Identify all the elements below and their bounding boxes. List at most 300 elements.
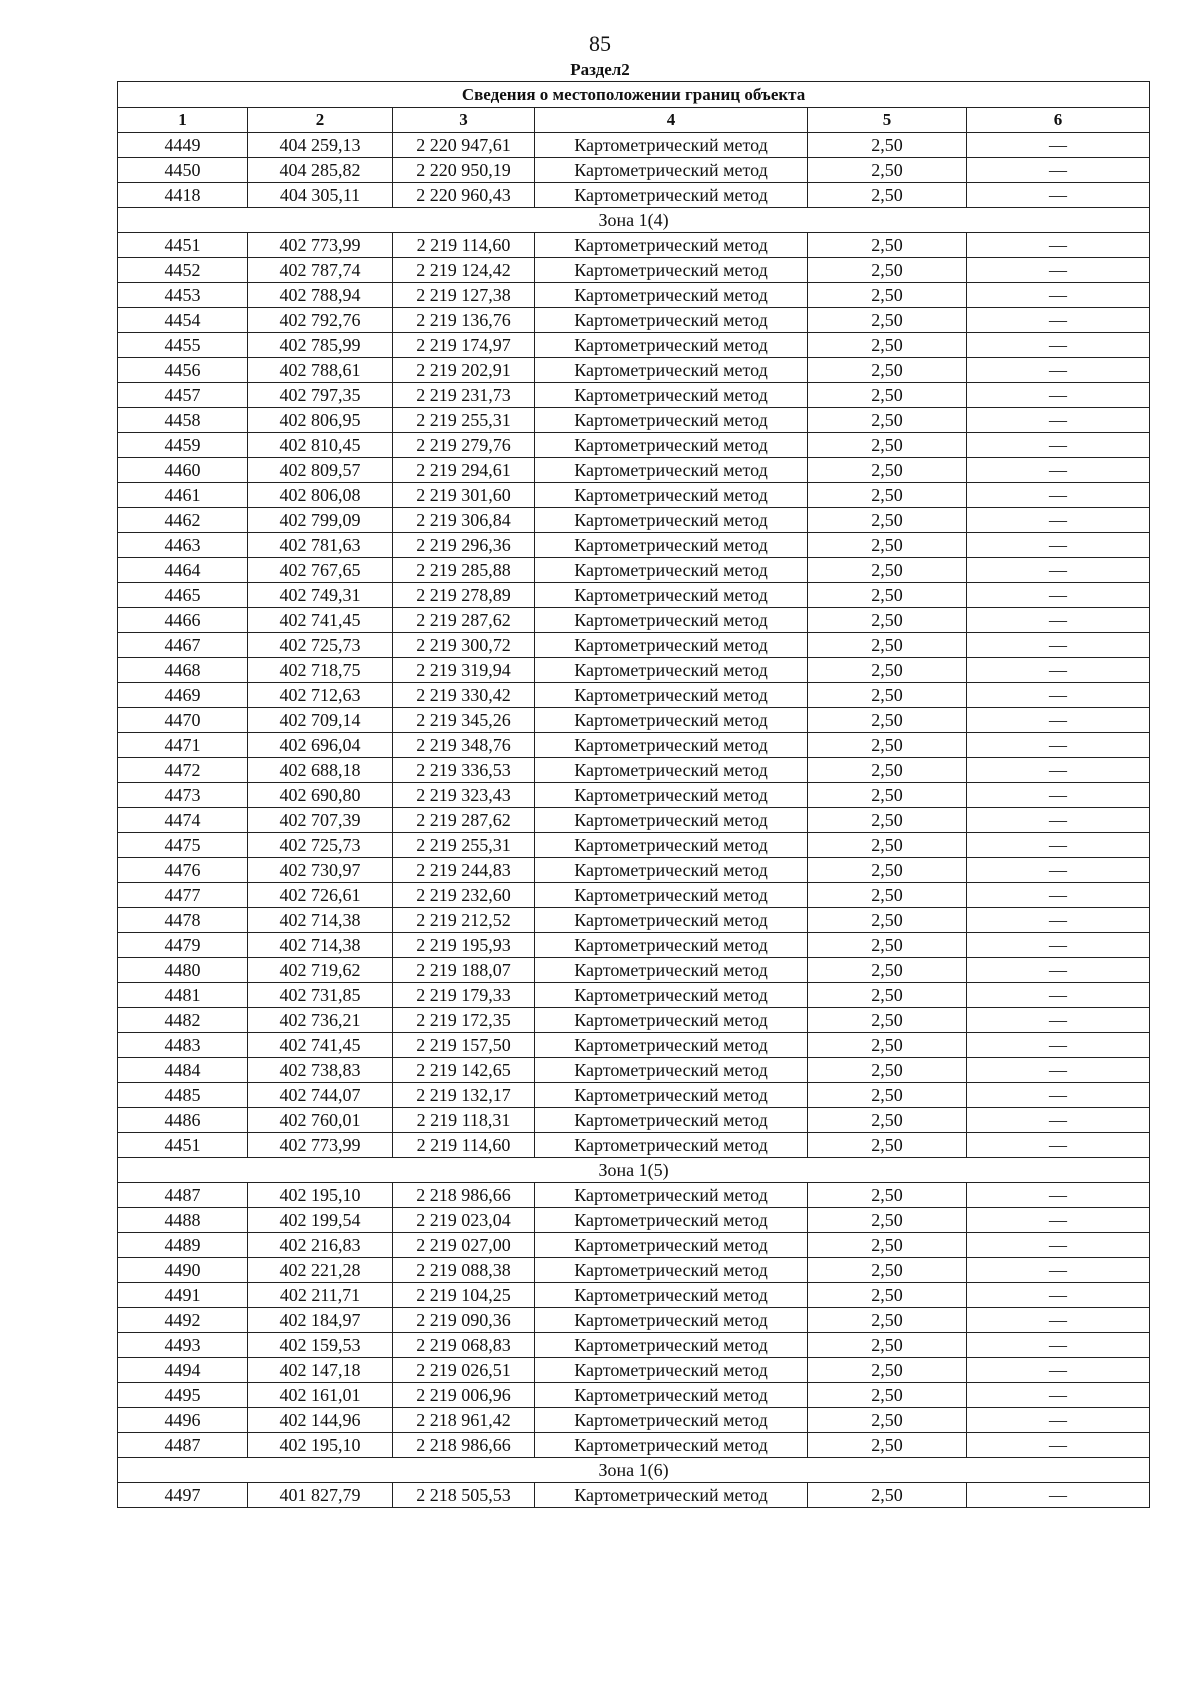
method-cell: Картометрический метод bbox=[535, 1008, 808, 1033]
table-row bbox=[118, 433, 1150, 458]
table-row bbox=[118, 858, 1150, 883]
method-cell: Картометрический метод bbox=[535, 608, 808, 633]
y-coordinate-cell: 2 219 323,43 bbox=[393, 783, 535, 808]
table-row bbox=[118, 633, 1150, 658]
accuracy-cell: 2,50 bbox=[808, 833, 967, 858]
x-coordinate-cell: 402 147,18 bbox=[248, 1358, 393, 1383]
method-cell: Картометрический метод bbox=[535, 1233, 808, 1258]
point-number-cell: 4450 bbox=[118, 158, 248, 183]
method-cell: Картометрический метод bbox=[535, 233, 808, 258]
x-coordinate-cell: 402 216,83 bbox=[248, 1233, 393, 1258]
table-row bbox=[118, 958, 1150, 983]
description-cell: — bbox=[967, 983, 1150, 1008]
accuracy-cell: 2,50 bbox=[808, 983, 967, 1008]
accuracy-cell: 2,50 bbox=[808, 1333, 967, 1358]
table-row bbox=[118, 508, 1150, 533]
table-caption: Сведения о местоположении границ объекта bbox=[118, 82, 1150, 108]
table-row bbox=[118, 408, 1150, 433]
table-row bbox=[118, 233, 1150, 258]
method-cell: Картометрический метод bbox=[535, 158, 808, 183]
y-coordinate-cell: 2 219 088,38 bbox=[393, 1258, 535, 1283]
point-number-cell: 4497 bbox=[118, 1483, 248, 1508]
point-number-cell: 4418 bbox=[118, 183, 248, 208]
x-coordinate-cell: 402 809,57 bbox=[248, 458, 393, 483]
point-number-cell: 4484 bbox=[118, 1058, 248, 1083]
zone-row bbox=[118, 208, 1150, 233]
method-cell: Картометрический метод bbox=[535, 1183, 808, 1208]
point-number-cell: 4482 bbox=[118, 1008, 248, 1033]
method-cell: Картометрический метод bbox=[535, 1483, 808, 1508]
x-coordinate-cell: 402 738,83 bbox=[248, 1058, 393, 1083]
description-cell: — bbox=[967, 308, 1150, 333]
point-number-cell: 4460 bbox=[118, 458, 248, 483]
point-number-cell: 4464 bbox=[118, 558, 248, 583]
table-row bbox=[118, 733, 1150, 758]
accuracy-cell: 2,50 bbox=[808, 358, 967, 383]
y-coordinate-cell: 2 219 278,89 bbox=[393, 583, 535, 608]
x-coordinate-cell: 404 285,82 bbox=[248, 158, 393, 183]
accuracy-cell: 2,50 bbox=[808, 683, 967, 708]
x-coordinate-cell: 402 714,38 bbox=[248, 908, 393, 933]
point-number-cell: 4479 bbox=[118, 933, 248, 958]
accuracy-cell: 2,50 bbox=[808, 633, 967, 658]
x-coordinate-cell: 402 719,62 bbox=[248, 958, 393, 983]
description-cell: — bbox=[967, 1333, 1150, 1358]
method-cell: Картометрический метод bbox=[535, 458, 808, 483]
y-coordinate-cell: 2 219 157,50 bbox=[393, 1033, 535, 1058]
x-coordinate-cell: 402 159,53 bbox=[248, 1333, 393, 1358]
description-cell: — bbox=[967, 708, 1150, 733]
accuracy-cell: 2,50 bbox=[808, 233, 967, 258]
point-number-cell: 4492 bbox=[118, 1308, 248, 1333]
method-cell: Картометрический метод bbox=[535, 433, 808, 458]
table-row bbox=[118, 258, 1150, 283]
method-cell: Картометрический метод bbox=[535, 408, 808, 433]
accuracy-cell: 2,50 bbox=[808, 383, 967, 408]
table-row bbox=[118, 1008, 1150, 1033]
method-cell: Картометрический метод bbox=[535, 1133, 808, 1158]
point-number-cell: 4494 bbox=[118, 1358, 248, 1383]
table-caption-row bbox=[118, 82, 1150, 108]
table-row bbox=[118, 1083, 1150, 1108]
description-cell: — bbox=[967, 1033, 1150, 1058]
x-coordinate-cell: 404 259,13 bbox=[248, 133, 393, 158]
accuracy-cell: 2,50 bbox=[808, 433, 967, 458]
method-cell: Картометрический метод bbox=[535, 1433, 808, 1458]
description-cell: — bbox=[967, 483, 1150, 508]
y-coordinate-cell: 2 219 124,42 bbox=[393, 258, 535, 283]
description-cell: — bbox=[967, 383, 1150, 408]
point-number-cell: 4471 bbox=[118, 733, 248, 758]
x-coordinate-cell: 402 806,95 bbox=[248, 408, 393, 433]
y-coordinate-cell: 2 219 212,52 bbox=[393, 908, 535, 933]
method-cell: Картометрический метод bbox=[535, 633, 808, 658]
y-coordinate-cell: 2 218 961,42 bbox=[393, 1408, 535, 1433]
x-coordinate-cell: 402 221,28 bbox=[248, 1258, 393, 1283]
method-cell: Картометрический метод bbox=[535, 383, 808, 408]
column-header-2: 2 bbox=[248, 108, 393, 133]
table-row bbox=[118, 1333, 1150, 1358]
description-cell: — bbox=[967, 1058, 1150, 1083]
x-coordinate-cell: 402 785,99 bbox=[248, 333, 393, 358]
y-coordinate-cell: 2 219 118,31 bbox=[393, 1108, 535, 1133]
accuracy-cell: 2,50 bbox=[808, 1408, 967, 1433]
description-cell: — bbox=[967, 458, 1150, 483]
table-row bbox=[118, 1258, 1150, 1283]
description-cell: — bbox=[967, 1183, 1150, 1208]
description-cell: — bbox=[967, 1433, 1150, 1458]
accuracy-cell: 2,50 bbox=[808, 1308, 967, 1333]
accuracy-cell: 2,50 bbox=[808, 133, 967, 158]
accuracy-cell: 2,50 bbox=[808, 608, 967, 633]
description-cell: — bbox=[967, 1258, 1150, 1283]
description-cell: — bbox=[967, 883, 1150, 908]
point-number-cell: 4480 bbox=[118, 958, 248, 983]
point-number-cell: 4458 bbox=[118, 408, 248, 433]
accuracy-cell: 2,50 bbox=[808, 1058, 967, 1083]
table-row bbox=[118, 583, 1150, 608]
method-cell: Картометрический метод bbox=[535, 483, 808, 508]
x-coordinate-cell: 402 725,73 bbox=[248, 833, 393, 858]
method-cell: Картометрический метод bbox=[535, 283, 808, 308]
method-cell: Картометрический метод bbox=[535, 583, 808, 608]
x-coordinate-cell: 402 725,73 bbox=[248, 633, 393, 658]
x-coordinate-cell: 402 707,39 bbox=[248, 808, 393, 833]
accuracy-cell: 2,50 bbox=[808, 1483, 967, 1508]
method-cell: Картометрический метод bbox=[535, 683, 808, 708]
y-coordinate-cell: 2 220 947,61 bbox=[393, 133, 535, 158]
method-cell: Картометрический метод bbox=[535, 533, 808, 558]
description-cell: — bbox=[967, 1483, 1150, 1508]
table-row bbox=[118, 1033, 1150, 1058]
accuracy-cell: 2,50 bbox=[808, 808, 967, 833]
method-cell: Картометрический метод bbox=[535, 1383, 808, 1408]
y-coordinate-cell: 2 218 505,53 bbox=[393, 1483, 535, 1508]
description-cell: — bbox=[967, 533, 1150, 558]
point-number-cell: 4451 bbox=[118, 233, 248, 258]
point-number-cell: 4496 bbox=[118, 1408, 248, 1433]
table-row bbox=[118, 483, 1150, 508]
description-cell: — bbox=[967, 358, 1150, 383]
accuracy-cell: 2,50 bbox=[808, 1358, 967, 1383]
y-coordinate-cell: 2 219 348,76 bbox=[393, 733, 535, 758]
accuracy-cell: 2,50 bbox=[808, 308, 967, 333]
y-coordinate-cell: 2 219 232,60 bbox=[393, 883, 535, 908]
table-row bbox=[118, 758, 1150, 783]
point-number-cell: 4454 bbox=[118, 308, 248, 333]
method-cell: Картометрический метод bbox=[535, 733, 808, 758]
section-title: Раздел2 bbox=[570, 60, 630, 79]
accuracy-cell: 2,50 bbox=[808, 1183, 967, 1208]
table-row bbox=[118, 533, 1150, 558]
method-cell: Картометрический метод bbox=[535, 1033, 808, 1058]
point-number-cell: 4457 bbox=[118, 383, 248, 408]
table-row bbox=[118, 808, 1150, 833]
y-coordinate-cell: 2 219 114,60 bbox=[393, 233, 535, 258]
accuracy-cell: 2,50 bbox=[808, 1033, 967, 1058]
method-cell: Картометрический метод bbox=[535, 333, 808, 358]
zone-row bbox=[118, 1158, 1150, 1183]
page-number: 85 bbox=[589, 31, 611, 56]
table-row bbox=[118, 1383, 1150, 1408]
method-cell: Картометрический метод bbox=[535, 783, 808, 808]
accuracy-cell: 2,50 bbox=[808, 958, 967, 983]
description-cell: — bbox=[967, 1108, 1150, 1133]
method-cell: Картометрический метод bbox=[535, 1408, 808, 1433]
point-number-cell: 4470 bbox=[118, 708, 248, 733]
method-cell: Картометрический метод bbox=[535, 1258, 808, 1283]
accuracy-cell: 2,50 bbox=[808, 283, 967, 308]
method-cell: Картометрический метод bbox=[535, 1108, 808, 1133]
y-coordinate-cell: 2 219 279,76 bbox=[393, 433, 535, 458]
description-cell: — bbox=[967, 833, 1150, 858]
y-coordinate-cell: 2 219 195,93 bbox=[393, 933, 535, 958]
point-number-cell: 4455 bbox=[118, 333, 248, 358]
method-cell: Картометрический метод bbox=[535, 1083, 808, 1108]
table-row bbox=[118, 1108, 1150, 1133]
y-coordinate-cell: 2 219 179,33 bbox=[393, 983, 535, 1008]
description-cell: — bbox=[967, 258, 1150, 283]
y-coordinate-cell: 2 219 026,51 bbox=[393, 1358, 535, 1383]
x-coordinate-cell: 402 726,61 bbox=[248, 883, 393, 908]
description-cell: — bbox=[967, 1133, 1150, 1158]
accuracy-cell: 2,50 bbox=[808, 1433, 967, 1458]
y-coordinate-cell: 2 219 244,83 bbox=[393, 858, 535, 883]
y-coordinate-cell: 2 219 068,83 bbox=[393, 1333, 535, 1358]
method-cell: Картометрический метод bbox=[535, 658, 808, 683]
table-row bbox=[118, 1358, 1150, 1383]
method-cell: Картометрический метод bbox=[535, 1283, 808, 1308]
zone-label: Зона 1(5) bbox=[118, 1158, 1150, 1183]
description-cell: — bbox=[967, 433, 1150, 458]
method-cell: Картометрический метод bbox=[535, 833, 808, 858]
point-number-cell: 4481 bbox=[118, 983, 248, 1008]
table-row bbox=[118, 308, 1150, 333]
y-coordinate-cell: 2 219 287,62 bbox=[393, 608, 535, 633]
x-coordinate-cell: 402 731,85 bbox=[248, 983, 393, 1008]
x-coordinate-cell: 402 211,71 bbox=[248, 1283, 393, 1308]
accuracy-cell: 2,50 bbox=[808, 1208, 967, 1233]
accuracy-cell: 2,50 bbox=[808, 883, 967, 908]
y-coordinate-cell: 2 220 960,43 bbox=[393, 183, 535, 208]
table-row bbox=[118, 608, 1150, 633]
x-coordinate-cell: 402 712,63 bbox=[248, 683, 393, 708]
accuracy-cell: 2,50 bbox=[808, 1383, 967, 1408]
accuracy-cell: 2,50 bbox=[808, 333, 967, 358]
description-cell: — bbox=[967, 633, 1150, 658]
point-number-cell: 4456 bbox=[118, 358, 248, 383]
accuracy-cell: 2,50 bbox=[808, 533, 967, 558]
table-row bbox=[118, 1483, 1150, 1508]
accuracy-cell: 2,50 bbox=[808, 858, 967, 883]
x-coordinate-cell: 402 773,99 bbox=[248, 1133, 393, 1158]
description-cell: — bbox=[967, 133, 1150, 158]
point-number-cell: 4495 bbox=[118, 1383, 248, 1408]
y-coordinate-cell: 2 219 296,36 bbox=[393, 533, 535, 558]
table-row bbox=[118, 1283, 1150, 1308]
y-coordinate-cell: 2 219 294,61 bbox=[393, 458, 535, 483]
table-row bbox=[118, 683, 1150, 708]
x-coordinate-cell: 402 767,65 bbox=[248, 558, 393, 583]
description-cell: — bbox=[967, 1283, 1150, 1308]
description-cell: — bbox=[967, 908, 1150, 933]
description-cell: — bbox=[967, 1233, 1150, 1258]
x-coordinate-cell: 402 184,97 bbox=[248, 1308, 393, 1333]
point-number-cell: 4449 bbox=[118, 133, 248, 158]
method-cell: Картометрический метод bbox=[535, 933, 808, 958]
description-cell: — bbox=[967, 808, 1150, 833]
y-coordinate-cell: 2 219 132,17 bbox=[393, 1083, 535, 1108]
y-coordinate-cell: 2 219 345,26 bbox=[393, 708, 535, 733]
point-number-cell: 4486 bbox=[118, 1108, 248, 1133]
x-coordinate-cell: 402 781,63 bbox=[248, 533, 393, 558]
point-number-cell: 4485 bbox=[118, 1083, 248, 1108]
y-coordinate-cell: 2 219 027,00 bbox=[393, 1233, 535, 1258]
method-cell: Картометрический метод bbox=[535, 883, 808, 908]
table-body bbox=[118, 133, 1150, 1508]
y-coordinate-cell: 2 219 104,25 bbox=[393, 1283, 535, 1308]
x-coordinate-cell: 402 773,99 bbox=[248, 233, 393, 258]
coordinates-table bbox=[117, 81, 1150, 1508]
method-cell: Картометрический метод bbox=[535, 1333, 808, 1358]
y-coordinate-cell: 2 219 114,60 bbox=[393, 1133, 535, 1158]
description-cell: — bbox=[967, 683, 1150, 708]
y-coordinate-cell: 2 219 090,36 bbox=[393, 1308, 535, 1333]
x-coordinate-cell: 402 760,01 bbox=[248, 1108, 393, 1133]
method-cell: Картометрический метод bbox=[535, 508, 808, 533]
column-header-6: 6 bbox=[967, 108, 1150, 133]
y-coordinate-cell: 2 220 950,19 bbox=[393, 158, 535, 183]
y-coordinate-cell: 2 219 306,84 bbox=[393, 508, 535, 533]
point-number-cell: 4478 bbox=[118, 908, 248, 933]
x-coordinate-cell: 404 305,11 bbox=[248, 183, 393, 208]
description-cell: — bbox=[967, 333, 1150, 358]
y-coordinate-cell: 2 219 255,31 bbox=[393, 408, 535, 433]
x-coordinate-cell: 402 788,61 bbox=[248, 358, 393, 383]
x-coordinate-cell: 402 690,80 bbox=[248, 783, 393, 808]
point-number-cell: 4459 bbox=[118, 433, 248, 458]
description-cell: — bbox=[967, 608, 1150, 633]
description-cell: — bbox=[967, 233, 1150, 258]
accuracy-cell: 2,50 bbox=[808, 483, 967, 508]
x-coordinate-cell: 402 810,45 bbox=[248, 433, 393, 458]
point-number-cell: 4463 bbox=[118, 533, 248, 558]
table-row bbox=[118, 1058, 1150, 1083]
x-coordinate-cell: 402 718,75 bbox=[248, 658, 393, 683]
y-coordinate-cell: 2 219 285,88 bbox=[393, 558, 535, 583]
x-coordinate-cell: 402 161,01 bbox=[248, 1383, 393, 1408]
accuracy-cell: 2,50 bbox=[808, 783, 967, 808]
table-row bbox=[118, 908, 1150, 933]
accuracy-cell: 2,50 bbox=[808, 408, 967, 433]
method-cell: Картометрический метод bbox=[535, 1358, 808, 1383]
description-cell: — bbox=[967, 1083, 1150, 1108]
x-coordinate-cell: 402 787,74 bbox=[248, 258, 393, 283]
y-coordinate-cell: 2 218 986,66 bbox=[393, 1183, 535, 1208]
table-row bbox=[118, 1408, 1150, 1433]
description-cell: — bbox=[967, 1208, 1150, 1233]
point-number-cell: 4493 bbox=[118, 1333, 248, 1358]
table-row bbox=[118, 1208, 1150, 1233]
accuracy-cell: 2,50 bbox=[808, 1233, 967, 1258]
method-cell: Картометрический метод bbox=[535, 183, 808, 208]
point-number-cell: 4489 bbox=[118, 1233, 248, 1258]
table-row bbox=[118, 783, 1150, 808]
accuracy-cell: 2,50 bbox=[808, 908, 967, 933]
y-coordinate-cell: 2 219 330,42 bbox=[393, 683, 535, 708]
point-number-cell: 4490 bbox=[118, 1258, 248, 1283]
description-cell: — bbox=[967, 558, 1150, 583]
accuracy-cell: 2,50 bbox=[808, 933, 967, 958]
accuracy-cell: 2,50 bbox=[808, 708, 967, 733]
accuracy-cell: 2,50 bbox=[808, 1108, 967, 1133]
table-row bbox=[118, 983, 1150, 1008]
description-cell: — bbox=[967, 1008, 1150, 1033]
table-row bbox=[118, 358, 1150, 383]
x-coordinate-cell: 402 741,45 bbox=[248, 1033, 393, 1058]
y-coordinate-cell: 2 219 136,76 bbox=[393, 308, 535, 333]
point-number-cell: 4461 bbox=[118, 483, 248, 508]
description-cell: — bbox=[967, 508, 1150, 533]
column-header-5: 5 bbox=[808, 108, 967, 133]
accuracy-cell: 2,50 bbox=[808, 583, 967, 608]
description-cell: — bbox=[967, 583, 1150, 608]
method-cell: Картометрический метод bbox=[535, 908, 808, 933]
method-cell: Картометрический метод bbox=[535, 858, 808, 883]
description-cell: — bbox=[967, 933, 1150, 958]
column-header-1: 1 bbox=[118, 108, 248, 133]
point-number-cell: 4453 bbox=[118, 283, 248, 308]
y-coordinate-cell: 2 218 986,66 bbox=[393, 1433, 535, 1458]
accuracy-cell: 2,50 bbox=[808, 183, 967, 208]
description-cell: — bbox=[967, 158, 1150, 183]
table-row bbox=[118, 558, 1150, 583]
accuracy-cell: 2,50 bbox=[808, 1283, 967, 1308]
y-coordinate-cell: 2 219 255,31 bbox=[393, 833, 535, 858]
y-coordinate-cell: 2 219 202,91 bbox=[393, 358, 535, 383]
accuracy-cell: 2,50 bbox=[808, 558, 967, 583]
y-coordinate-cell: 2 219 336,53 bbox=[393, 758, 535, 783]
table-row bbox=[118, 333, 1150, 358]
accuracy-cell: 2,50 bbox=[808, 458, 967, 483]
y-coordinate-cell: 2 219 142,65 bbox=[393, 1058, 535, 1083]
x-coordinate-cell: 402 195,10 bbox=[248, 1433, 393, 1458]
method-cell: Картометрический метод bbox=[535, 708, 808, 733]
column-header-3: 3 bbox=[393, 108, 535, 133]
table-row bbox=[118, 1433, 1150, 1458]
x-coordinate-cell: 402 749,31 bbox=[248, 583, 393, 608]
y-coordinate-cell: 2 219 023,04 bbox=[393, 1208, 535, 1233]
point-number-cell: 4469 bbox=[118, 683, 248, 708]
method-cell: Картометрический метод bbox=[535, 358, 808, 383]
point-number-cell: 4465 bbox=[118, 583, 248, 608]
x-coordinate-cell: 402 195,10 bbox=[248, 1183, 393, 1208]
point-number-cell: 4452 bbox=[118, 258, 248, 283]
table-row bbox=[118, 933, 1150, 958]
point-number-cell: 4467 bbox=[118, 633, 248, 658]
table-row bbox=[118, 883, 1150, 908]
table-row bbox=[118, 1133, 1150, 1158]
point-number-cell: 4475 bbox=[118, 833, 248, 858]
zone-label: Зона 1(4) bbox=[118, 208, 1150, 233]
point-number-cell: 4487 bbox=[118, 1183, 248, 1208]
y-coordinate-cell: 2 219 127,38 bbox=[393, 283, 535, 308]
table-row bbox=[118, 383, 1150, 408]
description-cell: — bbox=[967, 283, 1150, 308]
accuracy-cell: 2,50 bbox=[808, 733, 967, 758]
x-coordinate-cell: 402 788,94 bbox=[248, 283, 393, 308]
x-coordinate-cell: 402 688,18 bbox=[248, 758, 393, 783]
